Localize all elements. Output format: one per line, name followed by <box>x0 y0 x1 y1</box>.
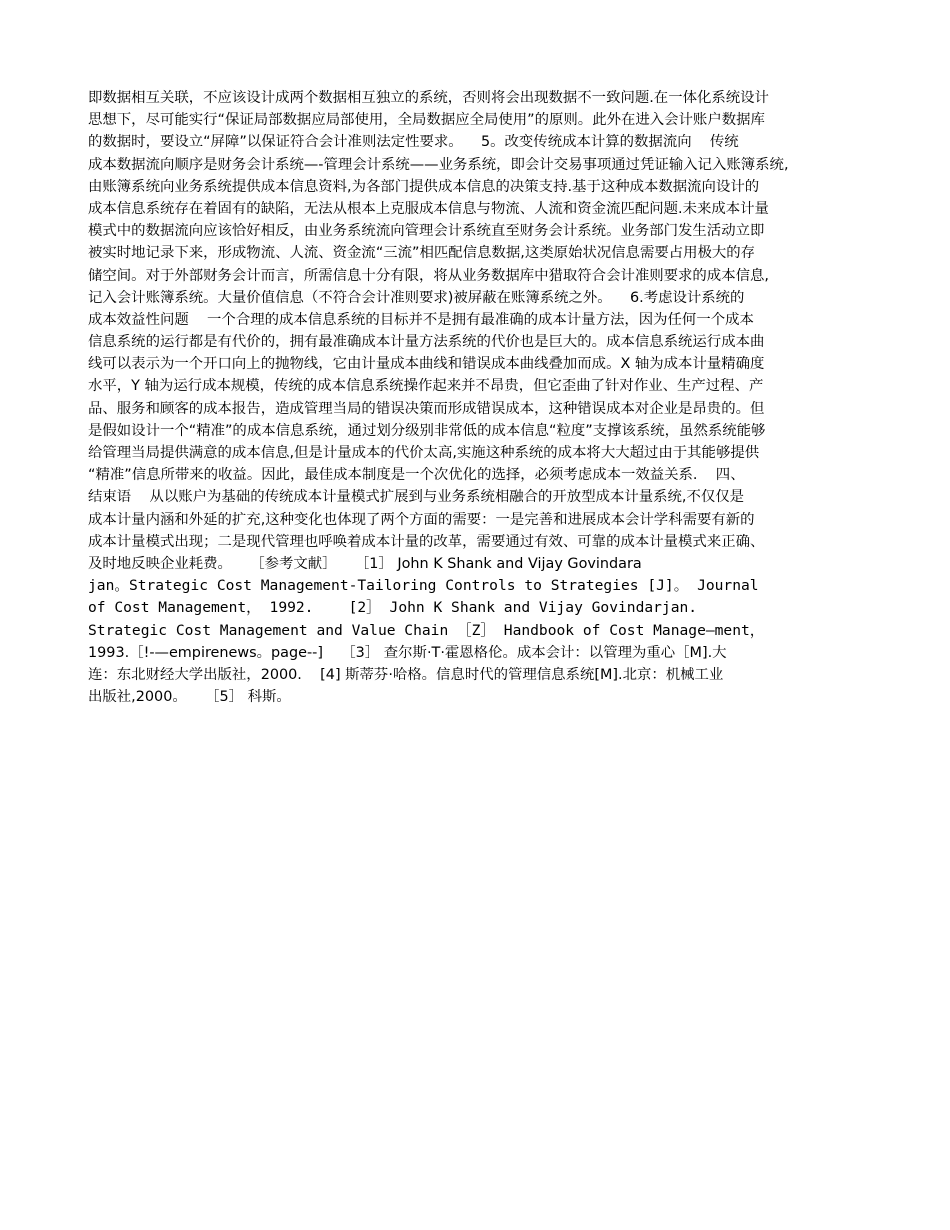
text-line: 模式中的数据流向应该恰好相反，由业务系统流向管理会计系统直至财务会计系统。业务部门发生活动立即 <box>88 223 765 240</box>
text-line: 成本效益性问题 一个合理的成本信息系统的目标并不是拥有最准确的成本计量方法，因为任何一个成本 <box>88 311 754 328</box>
text-line: 成本数据流向顺序是财务会计系统—-管理会计系统——业务系统，即会计交易事项通过凭证输入记入账簿系统, <box>88 156 789 173</box>
text-line: 成本计量模式出现；二是现代管理也呼唤着成本计量的改革，需要通过有效、可靠的成本计量模式来正确、 <box>88 533 765 550</box>
text-line: 水平，Y 轴为运行成本规模，传统的成本信息系统操作起来并不昂贵，但它歪曲了针对作业、生产过程、产 <box>88 378 764 395</box>
article-body <box>88 87 868 708</box>
text-line: “精准”信息所带来的收益。因此，最佳成本制度是一个次优化的选择，必须考虑成本一效益关系. 四、 <box>88 467 745 484</box>
reference-line: jan。Strategic Cost Management-Tailoring Controls to Strategies [J]。 Journal <box>88 577 759 595</box>
reference-line: 出版社,2000。 ［5］ 科斯。 <box>88 689 291 706</box>
text-line: 由账簿系统向业务系统提供成本信息资料,为各部门提供成本信息的决策支持.基于这种成本数据流向设计的 <box>88 178 760 195</box>
reference-line: 连：东北财经大学出版社，2000. [4] 斯蒂芬·哈格。信息时代的管理信息系统[M].北京：机械工业 <box>88 666 724 683</box>
text-line: 储空间。对于外部财务会计而言，所需信息十分有限，将从业务数据库中猎取符合会计准则要求的成本信息, <box>88 267 769 284</box>
text-line: 记入会计账簿系统。大量价值信息（不符合会计准则要求)被屏蔽在账簿系统之外。 6.考虑设计系统的 <box>88 289 745 306</box>
text-line: 线可以表示为一个开口向上的抛物线，它由计量成本曲线和错误成本曲线叠加而成。X 轴为成本计量精确度 <box>88 356 765 373</box>
reference-line: Strategic Cost Management and Value Chain ［Z］ Handbook of Cost Manage—ment， <box>88 621 765 639</box>
text-line: 给管理当局提供满意的成本信息,但是计量成本的代价太高,实施这种系统的成本将大大超过由于其能够提供 <box>88 445 760 461</box>
text-line: 是假如设计一个“精准”的成本信息系统，通过划分级别非常低的成本信息“粒度”支撑该系统，虽然系统能够 <box>88 422 766 439</box>
reference-line: of Cost Management， 1992. [2］ John K Shank and Vijay Govindarjan. <box>88 599 698 617</box>
text-line: 结束语 从以账户为基础的传统成本计量模式扩展到与业务系统相融合的开放型成本计量系统,不仅仅是 <box>88 489 745 506</box>
text-line: 即数据相互关联，不应该设计成两个数据相互独立的系统，否则将会出现数据不一致问题.在一体化系统设计 <box>88 90 769 106</box>
text-line: 信息系统的运行都是有代价的，拥有最准确成本计量方法系统的代价也是巨大的。成本信息系统运行成本曲 <box>88 334 765 351</box>
reference-line: 1993.［!-—empirenews。page--] ［3］ 查尔斯·T·霍恩格伦。成本会计：以管理为重心［M].大 <box>88 644 727 661</box>
text-line: 成本计量内涵和外延的扩充,这种变化也体现了两个方面的需要：一是完善和进展成本会计学科需要有新的 <box>88 511 755 528</box>
text-line: 成本信息系统存在着固有的缺陷，无法从根本上克服成本信息与物流、人流和资金流匹配问题.未来成本计量 <box>88 200 769 217</box>
text-line: 的数据时，要设立“屏障”以保证符合会计准则法定性要求。 5。改变传统成本计算的数据流向 传统 <box>88 134 739 151</box>
text-line: 被实时地记录下来，形成物流、人流、资金流“三流”相匹配信息数据,这类原始状况信息需要占用极大的存 <box>88 245 756 262</box>
text-line: 思想下，尽可能实行“保证局部数据应局部使用，全局数据应全局使用”的原则。此外在进入会计账户数据库 <box>88 112 765 129</box>
reference-line: 及时地反映企业耗费。 ［参考文献］ ［1］ John K Shank and Vijay Govindara <box>88 555 642 572</box>
text-line: 品、服务和顾客的成本报告，造成管理当局的错误决策而形成错误成本，这种错误成本对企业是昂贵的。但 <box>88 400 765 417</box>
